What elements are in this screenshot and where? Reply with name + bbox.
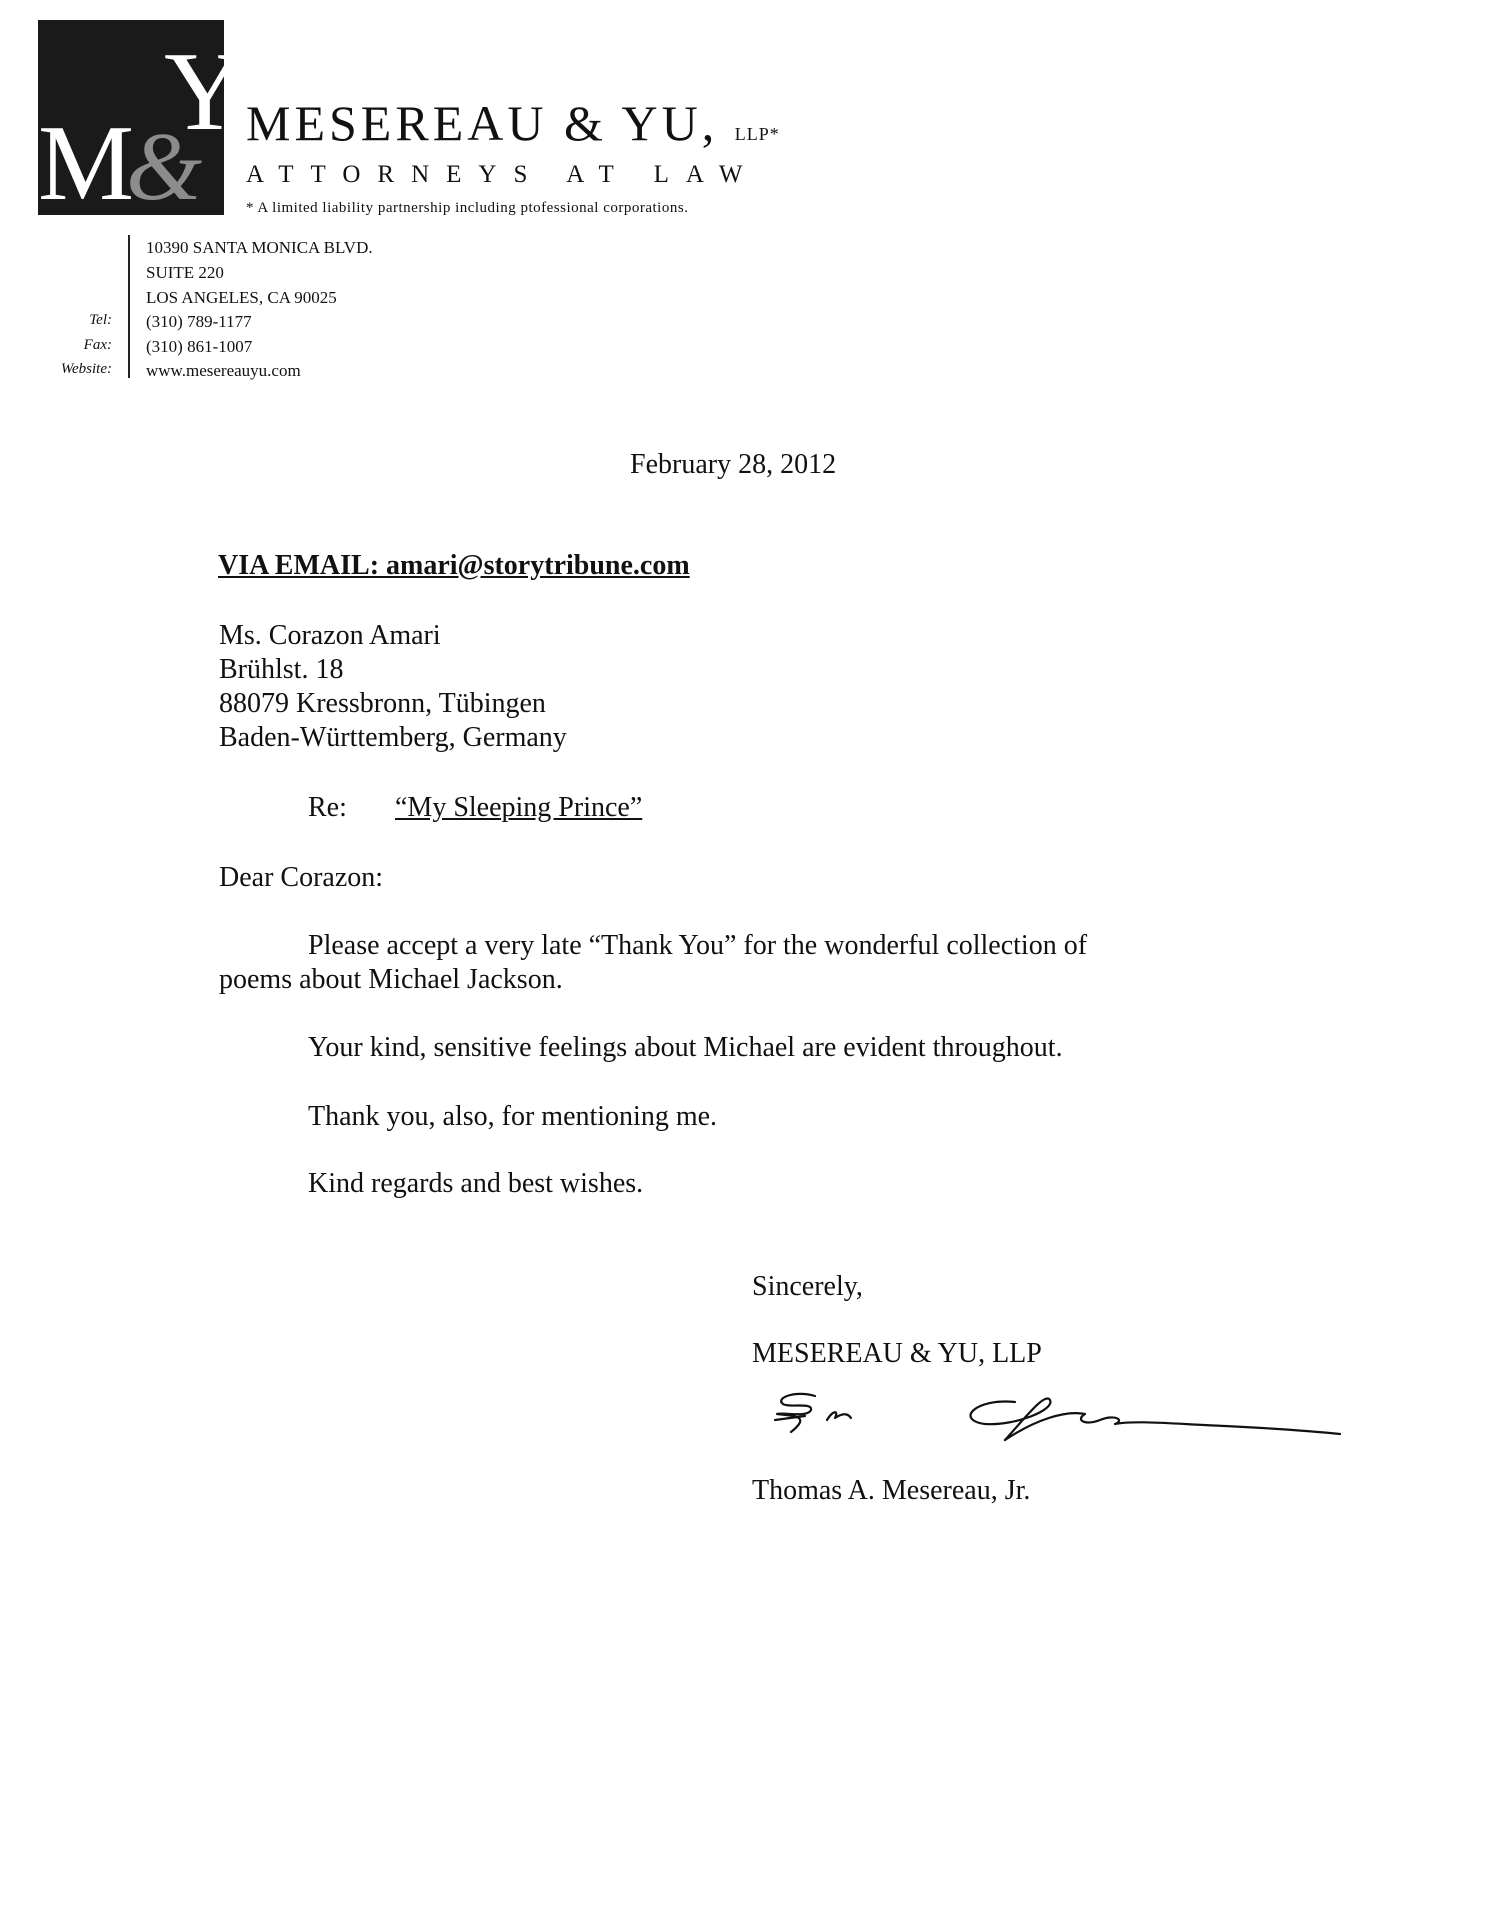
firm-signature-block: MESEREAU & YU, LLP <box>752 1338 1042 1369</box>
firm-suffix: LLP* <box>734 124 780 144</box>
signatory-name: Thomas A. Mesereau, Jr. <box>752 1475 1031 1506</box>
recipient-street: Brühlst. 18 <box>219 654 344 685</box>
logo-letter-m: M <box>38 104 131 223</box>
closing: Sincerely, <box>752 1271 863 1302</box>
fax-number: (310) 861-1007 <box>146 337 253 356</box>
address-divider <box>128 235 130 378</box>
fax-label: Fax: <box>83 337 112 353</box>
handwritten-signature <box>755 1380 1355 1470</box>
firm-footnote: * A limited liability partnership including ptofessional corporations. <box>246 200 689 216</box>
recipient-city: 88079 Kressbronn, Tübingen <box>219 688 546 719</box>
logo-ampersand: & <box>126 113 203 221</box>
website-url: www.mesereauyu.com <box>146 361 301 380</box>
paragraph-3: Thank you, also, for mentioning me. <box>308 1101 718 1132</box>
website-label: Website: <box>60 361 112 377</box>
address-line-3: LOS ANGELES, CA 90025 <box>146 288 337 307</box>
letter-date: February 28, 2012 <box>630 449 837 480</box>
re-subject: “My Sleeping Prince” <box>395 792 643 823</box>
re-label: Re: <box>308 792 347 823</box>
firm-name <box>246 95 780 151</box>
recipient-country: Baden-Württemberg, Germany <box>219 722 567 753</box>
logo-letter-y: Y <box>164 30 245 154</box>
firm-subtitle: ATTORNEYS AT LAW <box>246 161 760 188</box>
tel-label: Tel: <box>89 312 112 328</box>
paragraph-4: Kind regards and best wishes. <box>308 1168 644 1199</box>
recipient-name: Ms. Corazon Amari <box>219 620 441 651</box>
address-line-1: 10390 SANTA MONICA BLVD. <box>146 238 373 257</box>
via-email-line: VIA EMAIL: amari@storytribune.com <box>218 550 690 581</box>
firm-name-text: MESEREAU & YU, <box>246 95 719 151</box>
firm-logo <box>38 20 245 223</box>
paragraph-1-line-1: Please accept a very late “Thank You” for the wonderful collection of <box>308 930 1088 961</box>
paragraph-2: Your kind, sensitive feelings about Michael are evident throughout. <box>308 1032 1063 1063</box>
paragraph-1-line-2: poems about Michael Jackson. <box>219 964 563 995</box>
salutation: Dear Corazon: <box>219 862 384 893</box>
address-line-2: SUITE 220 <box>146 263 224 282</box>
tel-number: (310) 789-1177 <box>146 312 252 331</box>
